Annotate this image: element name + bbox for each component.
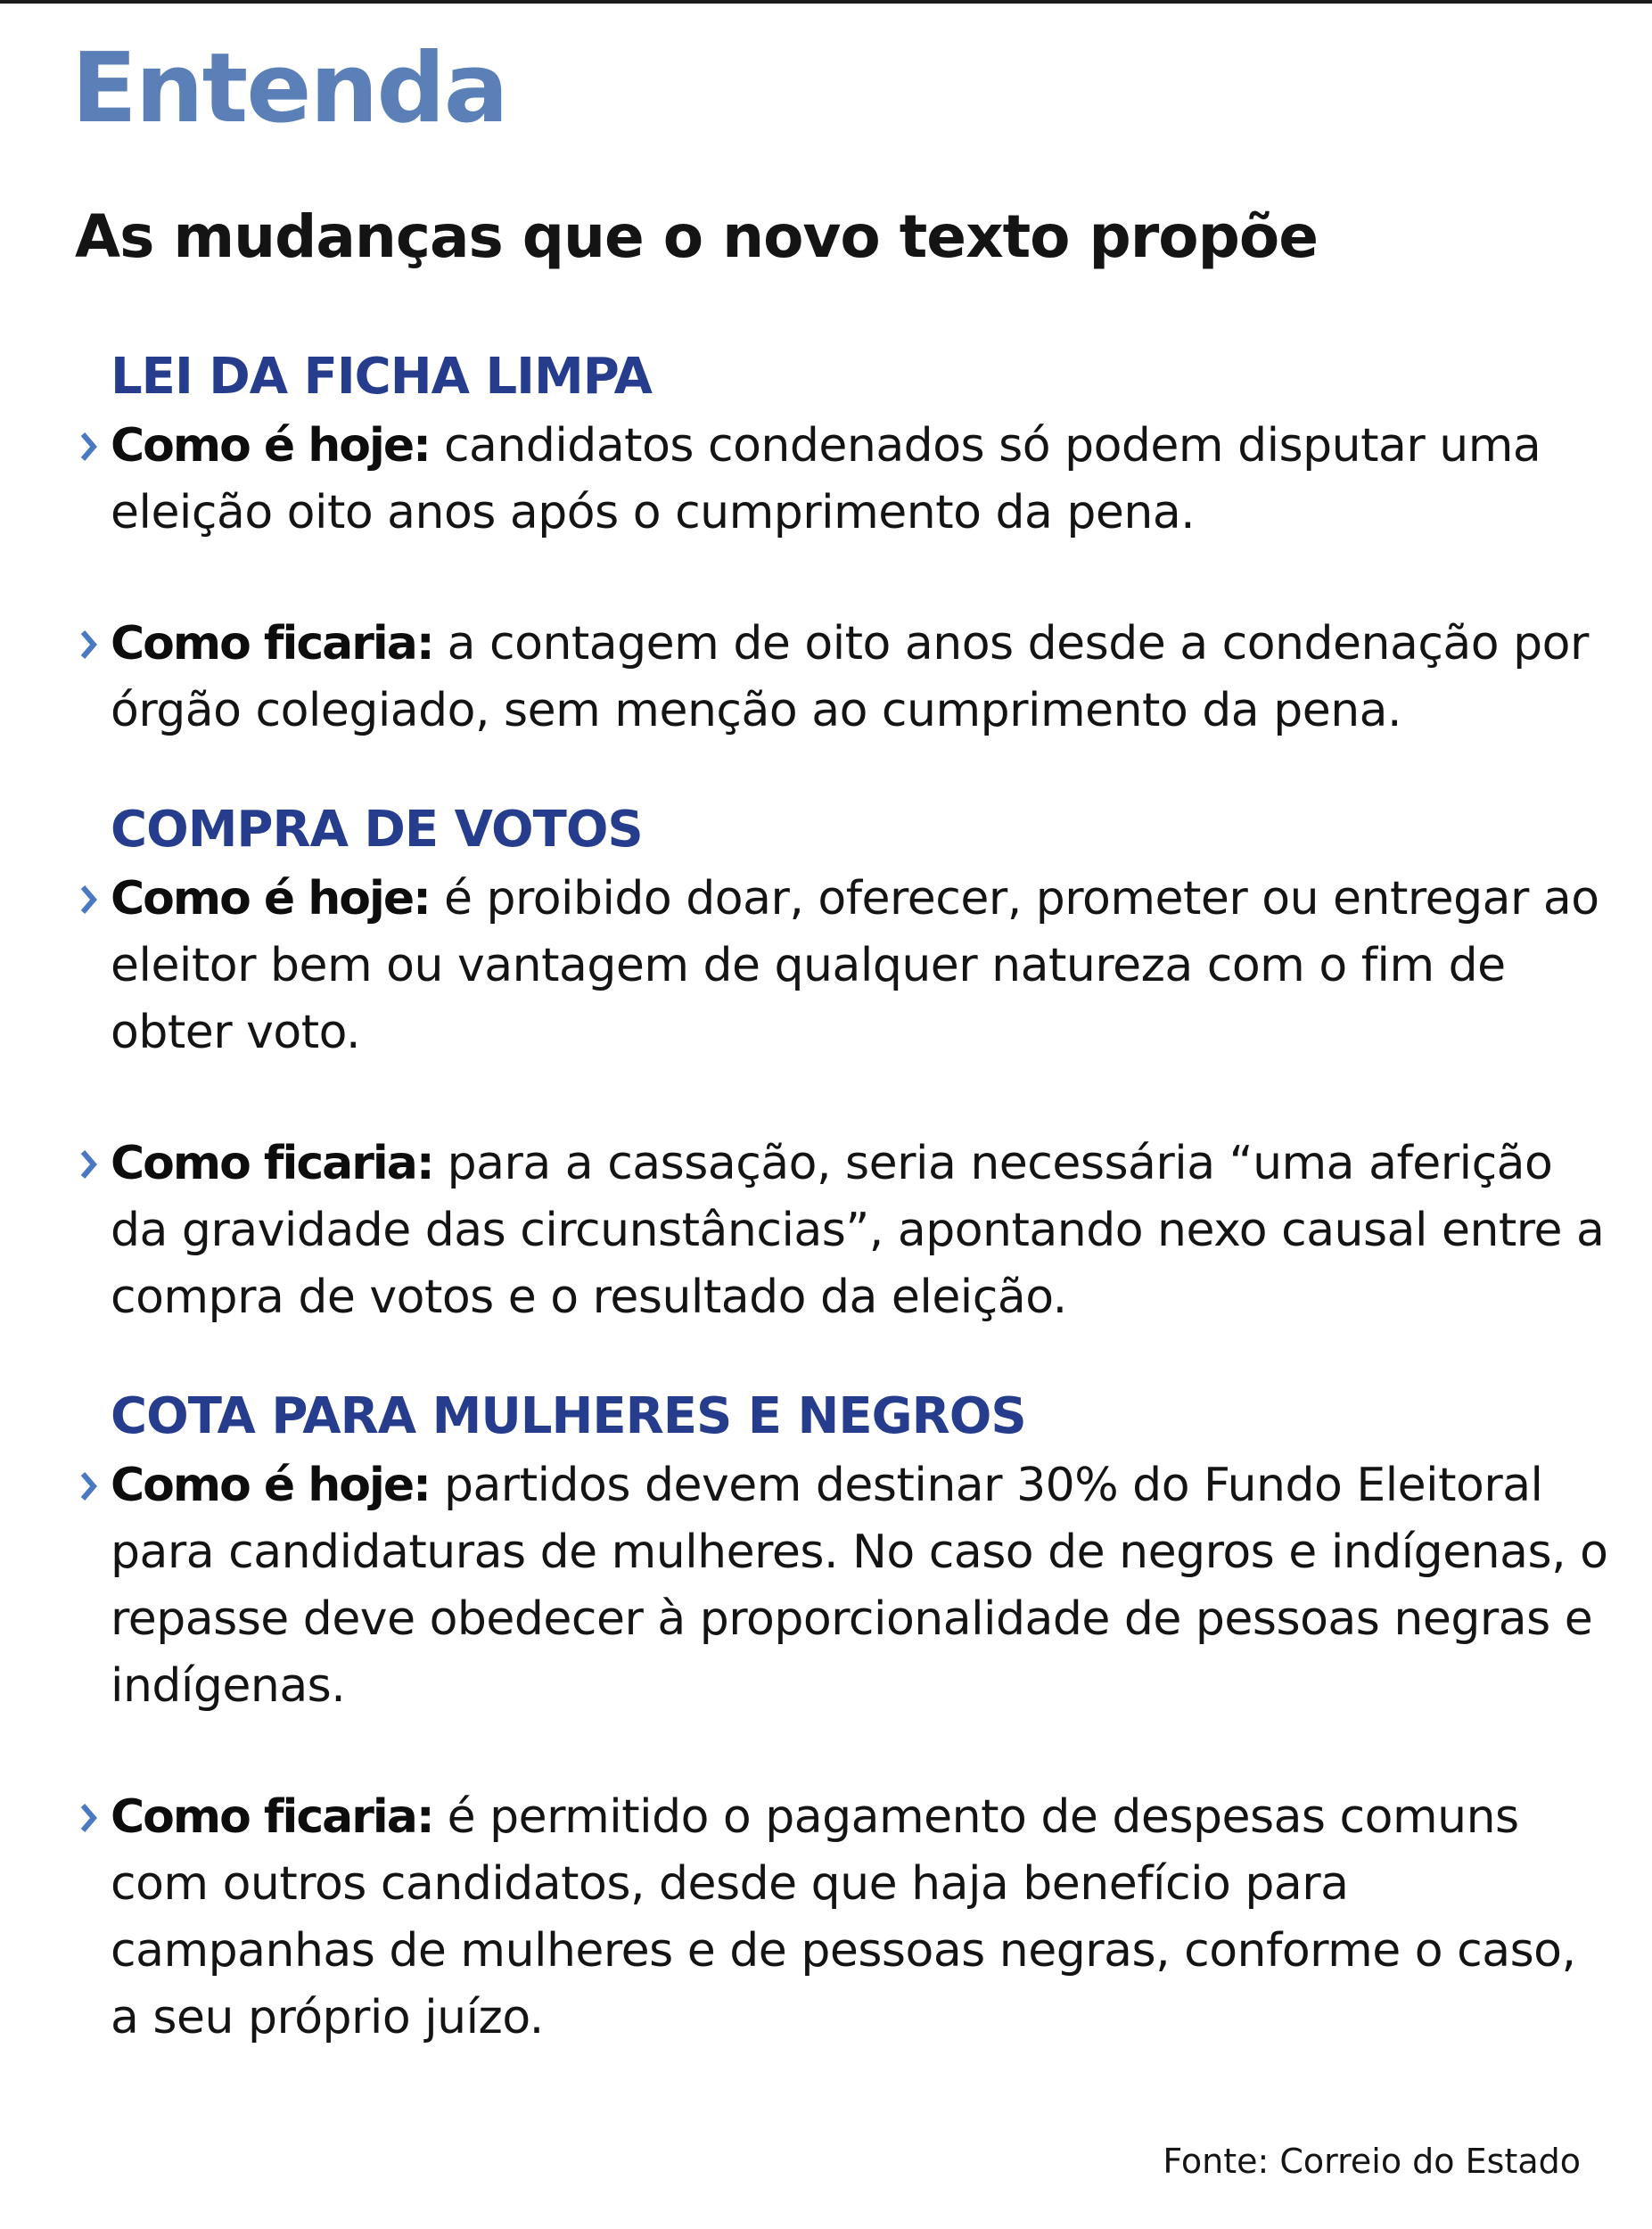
- list-item: [75, 1784, 1608, 2052]
- list-item: [75, 1452, 1608, 1720]
- section-title: COTA PARA MULHERES E NEGROS: [111, 1387, 1026, 1445]
- item-text: a contagem de oito anos desde a condenação por órgão colegiado, sem menção ao cumprimento da pena.: [111, 617, 1589, 737]
- section-compra-de-votos: [75, 796, 1608, 1331]
- item-text: é proibido doar, oferecer, prometer ou entregar ao eleitor bem ou vantagem de qualquer natureza com o fim de obter voto.: [111, 872, 1599, 1059]
- headline: As mudanças que o novo texto propõe: [75, 202, 1318, 271]
- section-cota-mulheres-negros: [75, 1383, 1608, 2052]
- list-item: [75, 866, 1608, 1066]
- list-item: [75, 413, 1608, 547]
- list-item: [75, 1131, 1608, 1331]
- chevron-right-icon: [75, 1131, 102, 1197]
- chevron-right-icon: [75, 1452, 102, 1519]
- kicker-title: Entenda: [71, 33, 507, 144]
- chevron-right-icon: [75, 1784, 102, 1851]
- chevron-right-icon: [75, 866, 102, 933]
- list-item: [75, 611, 1608, 744]
- item-label: Como é hoje:: [111, 872, 430, 925]
- content: [75, 343, 1608, 2103]
- item-label: Como ficaria:: [111, 617, 433, 670]
- item-label: Como é hoje:: [111, 1459, 430, 1512]
- item-label: Como ficaria:: [111, 1790, 433, 1844]
- item-text: candidatos condenados só podem disputar uma eleição oito anos após o cumprimento da pena.: [111, 419, 1541, 539]
- top-rule: [0, 0, 1652, 4]
- chevron-right-icon: [75, 413, 102, 480]
- item-label: Como é hoje:: [111, 419, 430, 473]
- item-text: é permitido o pagamento de despesas comuns com outros candidatos, desde que haja benefício para campanhas de mulheres e de pessoas negras, conforme o caso, a seu próprio juízo.: [111, 1790, 1576, 2044]
- section-title: LEI DA FICHA LIMPA: [111, 348, 652, 406]
- section-title: COMPRA DE VOTOS: [111, 801, 643, 859]
- chevron-right-icon: [75, 611, 102, 678]
- item-label: Como ficaria:: [111, 1137, 433, 1190]
- source-credit: Fonte: Correio do Estado: [1163, 2142, 1581, 2181]
- section-ficha-limpa: [75, 343, 1608, 744]
- item-text: para a cassação, seria necessária “uma aferição da gravidade das circunstâncias”, apontando nexo causal entre a compra de votos e o resultado da eleição.: [111, 1137, 1605, 1324]
- item-text: partidos devem destinar 30% do Fundo Eleitoral para candidaturas de mulheres. No caso de negros e indígenas, o repasse deve obedecer à proporcionalidade de pessoas negras e indígenas.: [111, 1459, 1608, 1713]
